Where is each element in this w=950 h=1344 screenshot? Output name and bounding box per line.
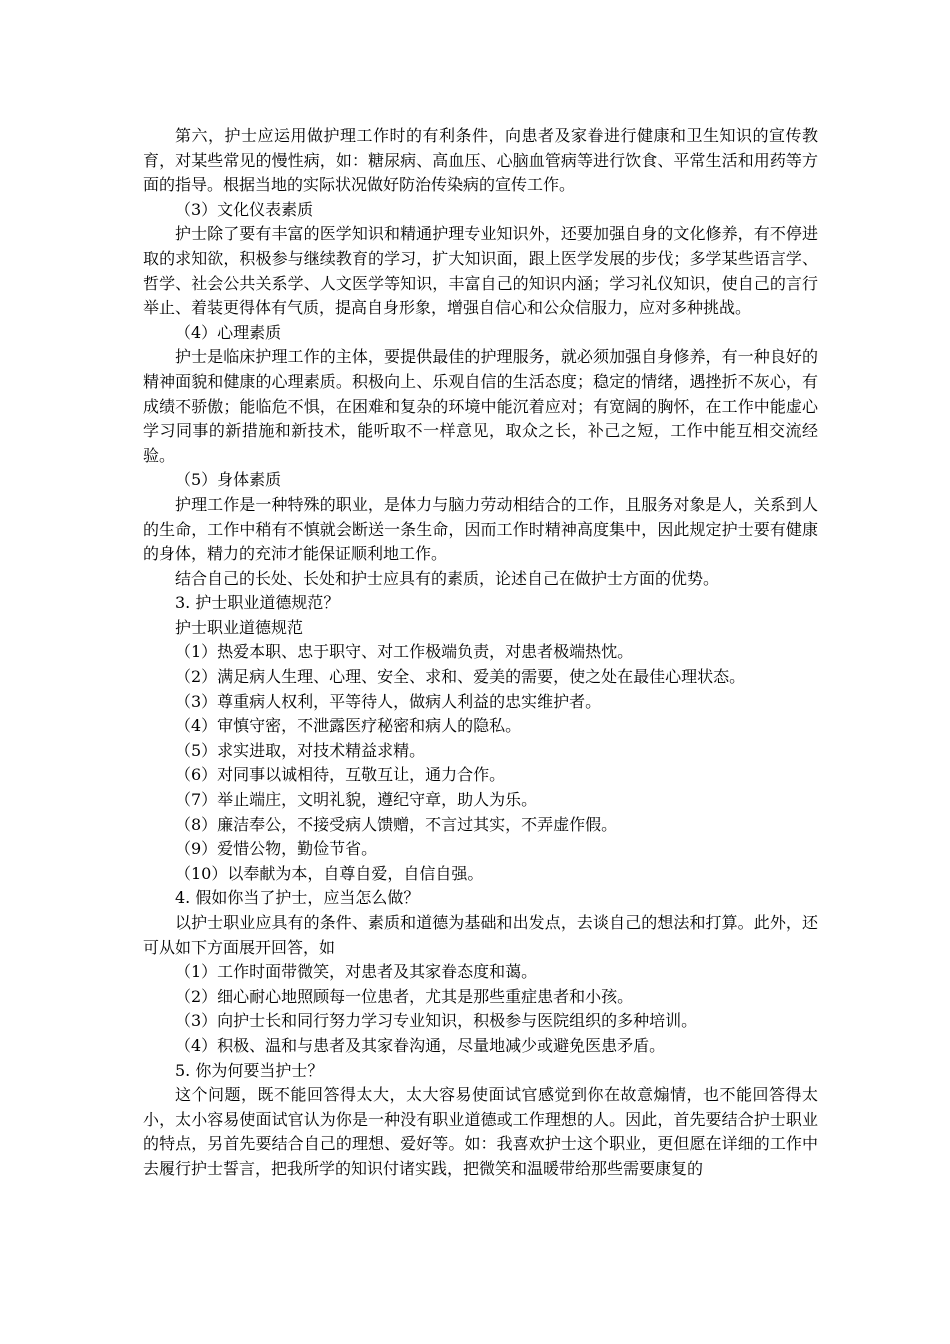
- answer-4-item-1: （1）工作时面带微笑，对患者及其家眷态度和蔼。: [175, 962, 538, 982]
- heading-cultural-quality: （3）文化仪表素质: [175, 199, 314, 219]
- document-page: [143, 124, 818, 1182]
- heading-psychological-quality: （4）心理素质: [175, 322, 282, 342]
- ethics-item-3: （3）尊重病人权利，平等待人，做病人利益的忠实维护者。: [175, 691, 602, 711]
- paragraph-strengths-prompt: 结合自己的长处、长处和护士应具有的素质，论述自己在做护士方面的优势。: [175, 568, 720, 588]
- paragraph-cultural-quality: 护士除了要有丰富的医学知识和精通护理专业知识外，还要加强自身的文化修养，有不停进取的求知欲，积极参与继续教育的学习，扩大知识面，跟上医学发展的步伐；多学某些语言学、哲学、社会公共关系学、人文医学等知识，丰富自己的知识内涵；学习礼仪知识，使自己的言行举止、着装更得体有气质，提高自身形象，增强自信心和公众信服力，应对多种挑战。: [143, 224, 818, 318]
- answer-4-item-2: （2）细心耐心地照顾每一位患者，尤其是那些重症患者和小孩。: [175, 986, 634, 1006]
- question-5-heading: 5. 你为何要当护士？: [175, 1060, 324, 1080]
- ethics-title: 护士职业道德规范: [175, 617, 304, 637]
- ethics-item-1: （1）热爱本职、忠于职守、对工作极端负责，对患者极端热忱。: [175, 642, 634, 662]
- answer-5-paragraph: 这个问题，既不能回答得太大，太大容易使面试官感觉到你在故意煽情，也不能回答得太小，太小容易使面试官认为你是一种没有职业道德或工作理想的人。因此，首先要结合护士职业的特点，另首先要结合自己的理想、爱好等。如：我喜欢护士这个职业，更但愿在详细的工作中去履行护士誓言，把我所学的知识付诸实践，把微笑和温暖带给那些需要康复的: [143, 1085, 818, 1178]
- answer-4-item-3: （3）向护士长和同行努力学习专业知识，积极参与医院组织的多种培训。: [175, 1011, 698, 1031]
- question-4-heading: 4. 假如你当了护士，应当怎么做？: [175, 888, 420, 908]
- paragraph-sixth-point: 第六，护士应运用做护理工作时的有利条件，向患者及家眷进行健康和卫生知识的宣传教育，对某些常见的慢性病，如：糖尿病、高血压、心脑血管病等进行饮食、平常生活和用药等方面的指导。根据当地的实际状况做好防治传染病的宣传工作。: [143, 126, 818, 195]
- ethics-item-8: （8）廉洁奉公，不接受病人馈赠，不言过其实，不弄虚作假。: [175, 814, 618, 834]
- answer-4-item-4: （4）积极、温和与患者及其家眷沟通，尽量地减少或避免医患矛盾。: [175, 1035, 666, 1055]
- paragraph-physical-quality: 护理工作是一种特殊的职业，是体力与脑力劳动相结合的工作，且服务对象是人，关系到人的生命，工作中稍有不慎就会断送一条生命，因而工作时精神高度集中，因此规定护士要有健康的身体，精力的充沛才能保证顺利地工作。: [143, 494, 818, 564]
- heading-physical-quality: （5）身体素质: [175, 470, 282, 490]
- question-3-heading: 3. 护士职业道德规范？: [175, 593, 340, 613]
- paragraph-psychological-quality: 护士是临床护理工作的主体，要提供最佳的护理服务，就必须加强自身修养，有一种良好的精神面貌和健康的心理素质。积极向上、乐观自信的生活态度；稳定的情绪，遇挫折不灰心，有成绩不骄傲；能临危不惧，在困难和复杂的环境中能沉着应对；有宽阔的胸怀，在工作中能虚心学习同事的新措施和新技术，能听取不一样意见，取众之长，补己之短，工作中能互相交流经验。: [143, 347, 818, 465]
- ethics-item-4: （4）审慎守密，不泄露医疗秘密和病人的隐私。: [175, 716, 522, 736]
- answer-4-intro: 以护士职业应具有的条件、素质和道德为基础和出发点，去谈自己的想法和打算。此外，还可从如下方面展开回答，如: [143, 913, 818, 957]
- ethics-item-2: （2）满足病人生理、心理、安全、求和、爱美的需要，使之处在最佳心理状态。: [175, 667, 746, 687]
- ethics-item-7: （7）举止端庄，文明礼貌，遵纪守章，助人为乐。: [175, 790, 538, 810]
- ethics-item-10: （10）以奉献为本，自尊自爱，自信自强。: [175, 863, 484, 883]
- ethics-item-6: （6）对同事以诚相待，互敬互让，通力合作。: [175, 765, 506, 785]
- ethics-item-5: （5）求实进取，对技术精益求精。: [175, 740, 426, 760]
- ethics-item-9: （9）爱惜公物，勤俭节省。: [175, 839, 378, 859]
